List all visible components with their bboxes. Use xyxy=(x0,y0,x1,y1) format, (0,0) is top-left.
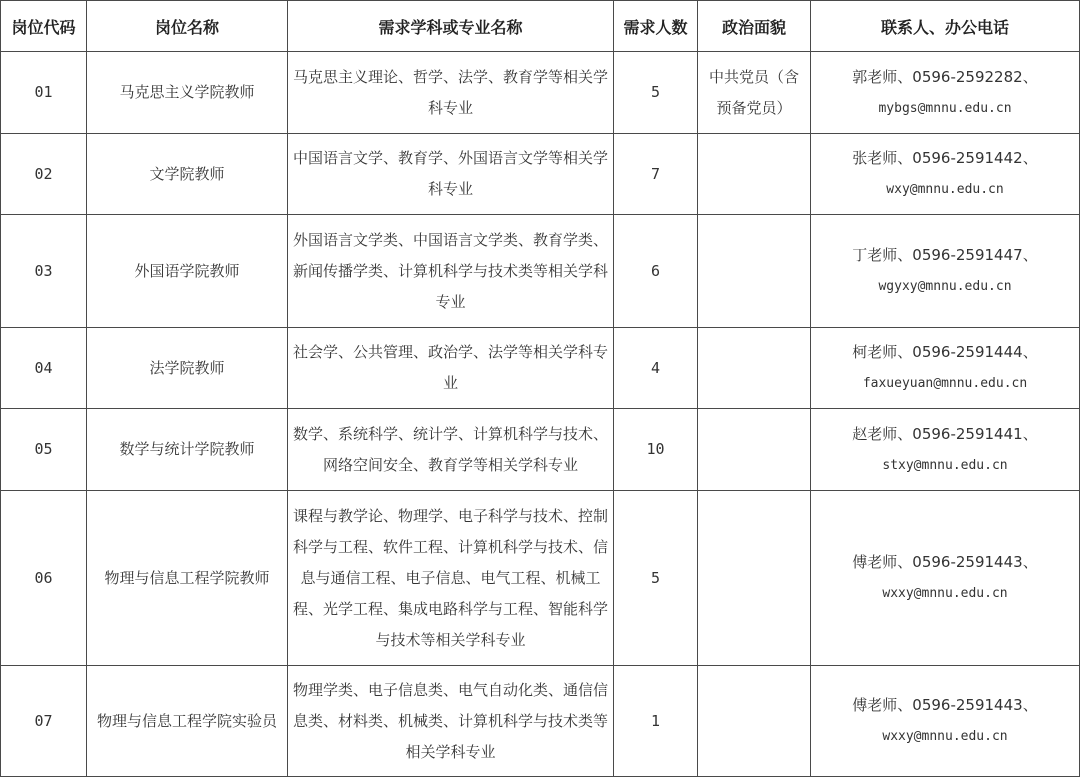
contact-person-phone: 丁老师、0596-2591447、 xyxy=(852,246,1038,264)
required-majors: 马克思主义理论、哲学、法学、教育学等相关学科专业 xyxy=(288,52,614,134)
contact-email: wxy@mnnu.edu.cn xyxy=(886,182,1004,197)
political-status xyxy=(698,215,811,328)
political-status xyxy=(698,666,811,777)
contact-cell xyxy=(811,409,1080,491)
position-code: 07 xyxy=(1,666,87,777)
required-count: 5 xyxy=(614,52,698,134)
position-name: 外国语学院教师 xyxy=(87,215,288,328)
contact-email: wxxy@mnnu.edu.cn xyxy=(882,729,1008,744)
contact-email: wgyxy@mnnu.edu.cn xyxy=(878,279,1012,294)
required-count: 10 xyxy=(614,409,698,491)
position-name: 物理与信息工程学院教师 xyxy=(87,491,288,666)
required-majors: 外国语言文学类、中国语言文学类、教育学类、新闻传播学类、计算机科学与技术类等相关学科专业 xyxy=(288,215,614,328)
position-name: 马克思主义学院教师 xyxy=(87,52,288,134)
required-count: 1 xyxy=(614,666,698,777)
contact-email: wxxy@mnnu.edu.cn xyxy=(882,586,1008,601)
table-row xyxy=(1,491,1080,666)
required-majors: 课程与教学论、物理学、电子科学与技术、控制科学与工程、软件工程、计算机科学与技术、信息与通信工程、电子信息、电气工程、机械工程、光学工程、集成电路科学与工程、智能科学与技术等相关学科专业 xyxy=(288,491,614,666)
required-majors: 物理学类、电子信息类、电气自动化类、通信信息类、材料类、机械类、计算机科学与技术类等相关学科专业 xyxy=(288,666,614,777)
header-contact: 联系人、办公电话 xyxy=(811,1,1080,52)
position-name: 数学与统计学院教师 xyxy=(87,409,288,491)
header-count: 需求人数 xyxy=(614,1,698,52)
table-row xyxy=(1,328,1080,409)
contact-email: stxy@mnnu.edu.cn xyxy=(882,457,1008,473)
political-status: 中共党员（含预备党员） xyxy=(698,52,811,134)
contact-person-phone: 柯老师、0596-2591444、 xyxy=(852,343,1038,361)
political-status xyxy=(698,491,811,666)
header-majors: 需求学科或专业名称 xyxy=(288,1,614,52)
required-count: 7 xyxy=(614,134,698,215)
position-code: 06 xyxy=(1,491,87,666)
position-name: 文学院教师 xyxy=(87,134,288,215)
position-name: 法学院教师 xyxy=(87,328,288,409)
table-row xyxy=(1,52,1080,134)
required-count: 4 xyxy=(614,328,698,409)
position-name: 物理与信息工程学院实验员 xyxy=(87,666,288,777)
position-code: 04 xyxy=(1,328,87,409)
contact-cell xyxy=(811,491,1080,666)
required-count: 6 xyxy=(614,215,698,328)
table-row xyxy=(1,134,1080,215)
required-majors: 社会学、公共管理、政治学、法学等相关学科专业 xyxy=(288,328,614,409)
table-row xyxy=(1,409,1080,491)
contact-cell xyxy=(811,52,1080,134)
contact-person-phone: 赵老师、0596-2591441、 xyxy=(852,424,1038,443)
required-majors: 数学、系统科学、统计学、计算机科学与技术、网络空间安全、教育学等相关学科专业 xyxy=(288,409,614,491)
political-status xyxy=(698,134,811,215)
header-politics: 政治面貌 xyxy=(698,1,811,52)
contact-email: mybgs@mnnu.edu.cn xyxy=(878,100,1012,116)
header-row xyxy=(1,1,1080,52)
header-name: 岗位名称 xyxy=(87,1,288,52)
contact-cell xyxy=(811,328,1080,409)
position-code: 03 xyxy=(1,215,87,328)
contact-person-phone: 郭老师、0596-2592282、 xyxy=(852,67,1038,86)
table-row xyxy=(1,666,1080,777)
contact-cell xyxy=(811,134,1080,215)
position-code: 01 xyxy=(1,52,87,134)
contact-person-phone: 傅老师、0596-2591443、 xyxy=(852,553,1038,571)
contact-cell xyxy=(811,215,1080,328)
required-majors: 中国语言文学、教育学、外国语言文学等相关学科专业 xyxy=(288,134,614,215)
required-count: 5 xyxy=(614,491,698,666)
political-status xyxy=(698,409,811,491)
contact-person-phone: 张老师、0596-2591442、 xyxy=(852,149,1038,167)
table-row xyxy=(1,215,1080,328)
contact-cell xyxy=(811,666,1080,777)
header-code: 岗位代码 xyxy=(1,1,87,52)
position-code: 05 xyxy=(1,409,87,491)
political-status xyxy=(698,328,811,409)
contact-email: faxueyuan@mnnu.edu.cn xyxy=(862,376,1028,391)
position-code: 02 xyxy=(1,134,87,215)
contact-person-phone: 傅老师、0596-2591443、 xyxy=(852,696,1038,714)
